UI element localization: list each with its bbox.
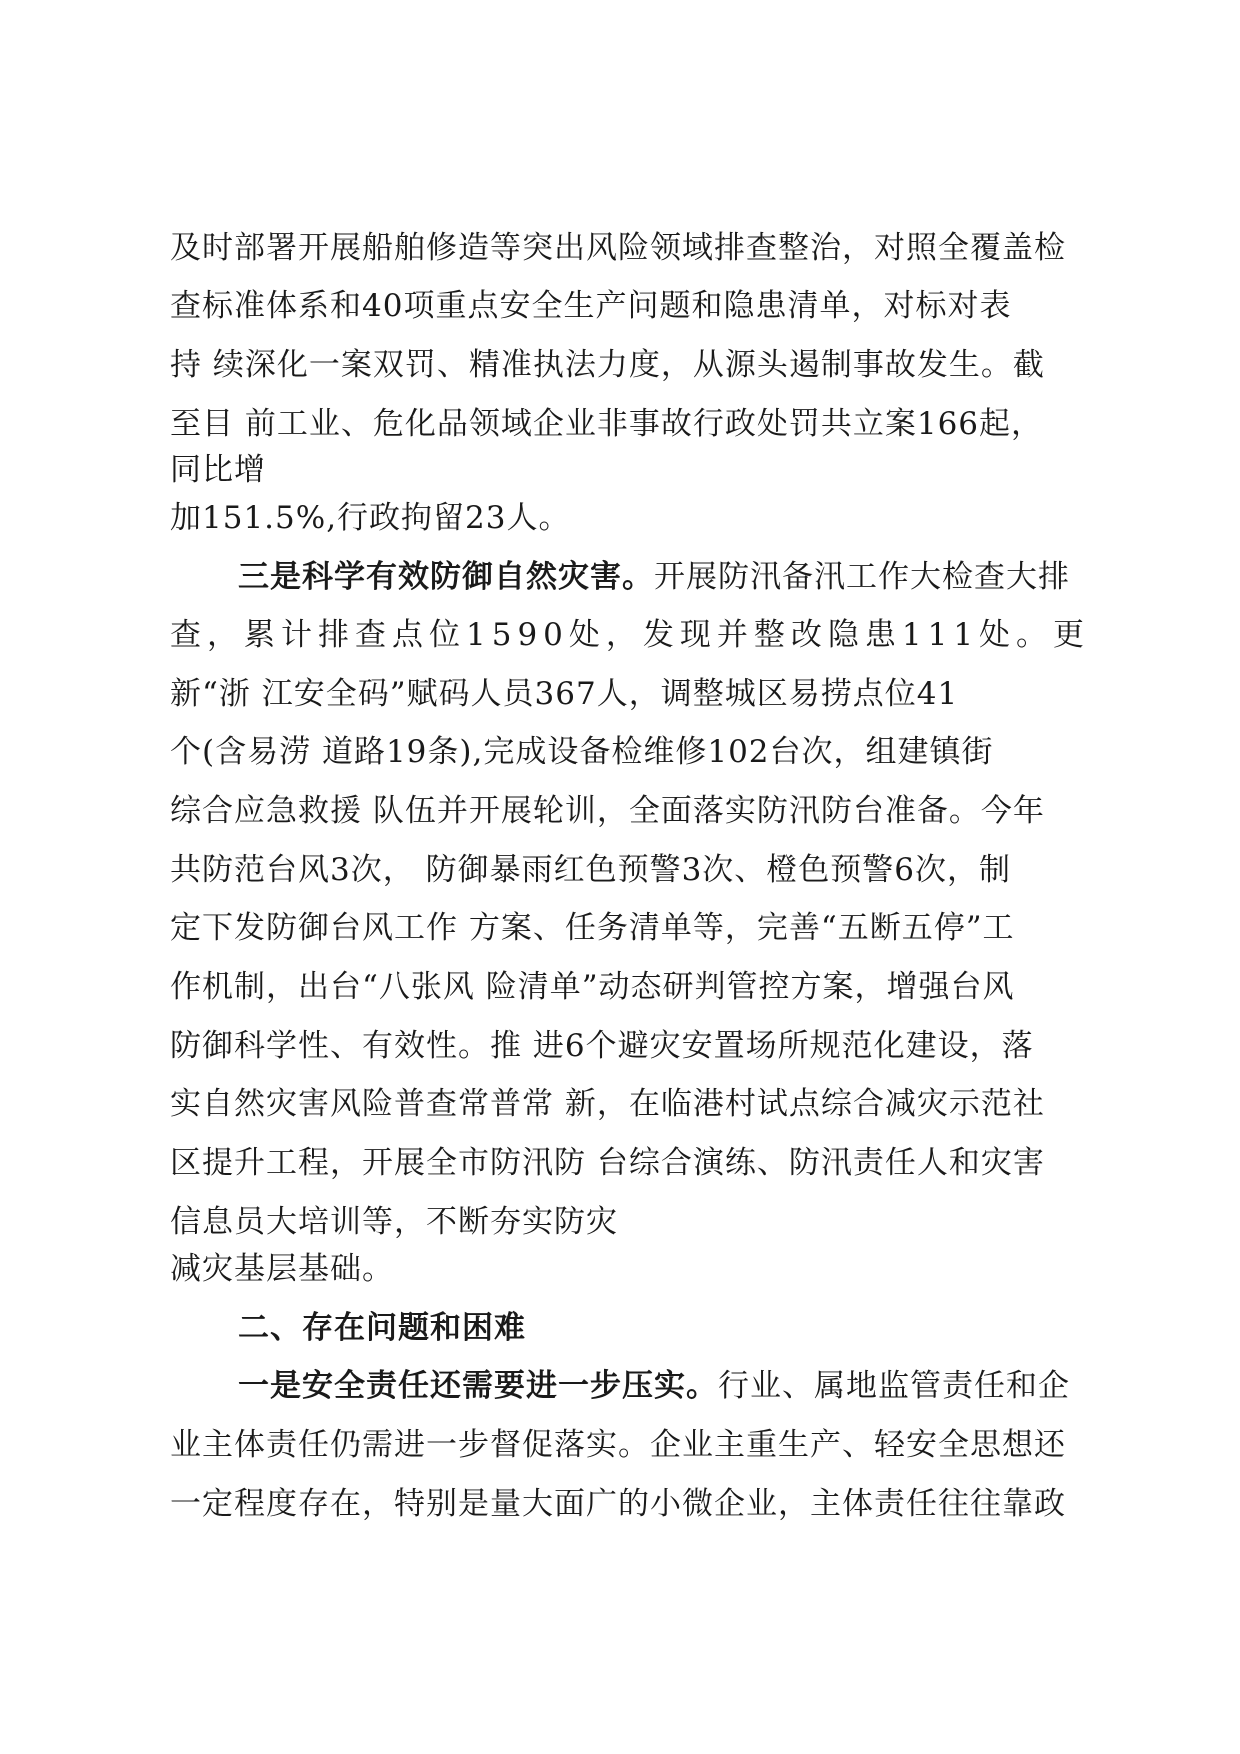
- text-line: 同比增: [170, 452, 266, 488]
- text-line: 综合应急救援 队伍并开展轮训，全面落实防汛防台准备。今年: [170, 793, 1045, 829]
- text-line: 实自然灾害风险普查常普常 新，在临港村试点综合减灾示范社: [170, 1086, 1045, 1122]
- text-line: 一定程度存在，特别是量大面广的小微企业，主体责任往往靠政: [170, 1486, 1066, 1522]
- text-line: 防御科学性、有效性。推 进6个避灾安置场所规范化建设，落: [170, 1028, 1034, 1064]
- section-three-text: 开展防汛备汛工作大检查大排: [654, 559, 1070, 595]
- text-line: 个(含易涝 道路19条),完成设备检维修102台次，组建镇街: [170, 734, 994, 770]
- text-line: 定下发防御台风工作 方案、任务清单等，完善“五断五停”工: [170, 910, 1015, 946]
- text-line: 查，累计排查点位1590处，发现并整改隐患111处。更: [170, 617, 1091, 653]
- text-line: 区提升工程，开展全市防汛防 台综合演练、防汛责任人和灾害: [170, 1145, 1045, 1181]
- section-three-first-line: [238, 557, 1070, 597]
- problem-one-first-line: [238, 1366, 1070, 1406]
- text-line: 及时部署开展船舶修造等突出风险领域排查整治，对照全覆盖检: [170, 230, 1066, 266]
- text-line: 作机制，出台“八张风 险清单”动态研判管控方案，增强台风: [170, 969, 1015, 1005]
- section-three-heading: 三是科学有效防御自然灾害。: [238, 559, 654, 595]
- text-line: 查标准体系和40项重点安全生产问题和隐患清单，对标对表: [170, 288, 1012, 324]
- text-line: 业主体责任仍需进一步督促落实。企业主重生产、轻安全思想还: [170, 1427, 1066, 1463]
- text-line: 共防范台风3次， 防御暴雨红色预警3次、橙色预警6次，制: [170, 852, 1012, 888]
- text-line: 加151.5%,行政拘留23人。: [170, 500, 571, 536]
- section-heading: 二、存在问题和困难: [238, 1310, 526, 1346]
- problem-one-text: 行业、属地监管责任和企: [718, 1368, 1070, 1404]
- text-line: 持 续深化一案双罚、精准执法力度，从源头遏制事故发生。截: [170, 347, 1045, 383]
- text-line: 新“浙 江安全码”赋码人员367人，调整城区易捞点位41: [170, 676, 959, 712]
- text-line: 信息员大培训等，不断夯实防灾: [170, 1204, 618, 1240]
- text-line: 至目 前工业、危化品领域企业非事故行政处罚共立案166起，: [170, 406, 1044, 442]
- problem-one-heading: 一是安全责任还需要进一步压实。: [238, 1368, 718, 1404]
- text-line: 减灾基层基础。: [170, 1251, 394, 1287]
